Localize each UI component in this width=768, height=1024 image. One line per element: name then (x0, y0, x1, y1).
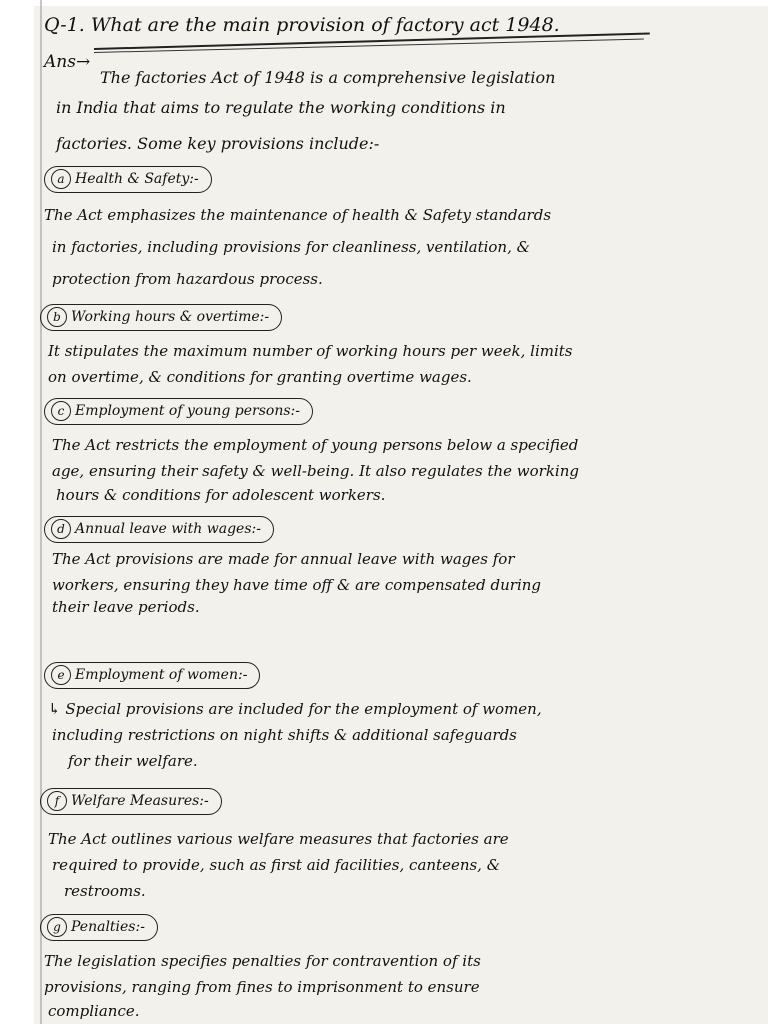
answer-label: Ans→ (44, 52, 91, 72)
section-heading-women (44, 662, 260, 689)
intro-line: The factories Act of 1948 is a comprehensive legislation (100, 68, 556, 87)
section-body-line: hours & conditions for adolescent workers. (56, 486, 386, 504)
intro-line: factories. Some key provisions include:- (56, 134, 380, 153)
section-body-line: protection from hazardous process. (52, 270, 323, 288)
section-body-line: compliance. (48, 1002, 140, 1020)
section-body-line: The legislation specifies penalties for contravention of its (44, 952, 481, 970)
section-letter: a (51, 169, 71, 189)
margin-line (40, 0, 42, 1024)
section-letter: f (47, 791, 67, 811)
section-body-line: It stipulates the maximum number of working hours per week, limits (48, 342, 573, 360)
section-body-line: provisions, ranging from fines to imprisonment to ensure (44, 978, 480, 996)
section-body-line: including restrictions on night shifts & additional safeguards (52, 726, 517, 744)
section-body-line: required to provide, such as first aid facilities, canteens, & (52, 856, 501, 874)
section-heading-text: Employment of young persons:- (75, 403, 300, 419)
section-heading-welfare (40, 788, 222, 815)
section-heading-text: Health & Safety:- (75, 171, 199, 187)
section-body-line: The Act outlines various welfare measures that factories are (48, 830, 509, 848)
section-letter: d (51, 519, 71, 539)
section-body-line: The Act restricts the employment of young persons below a specified (52, 436, 579, 454)
section-body-line: age, ensuring their safety & well-being. It also regulates the working (52, 462, 579, 480)
section-heading-working-hours (40, 304, 282, 331)
section-body-line: workers, ensuring they have time off & are compensated during (52, 576, 542, 594)
section-heading-text: Working hours & overtime:- (71, 309, 270, 325)
section-letter: e (51, 665, 71, 685)
section-heading-text: Annual leave with wages:- (75, 521, 261, 537)
section-body-line: on overtime, & conditions for granting overtime wages. (48, 368, 472, 386)
intro-line: in India that aims to regulate the working conditions in (56, 98, 506, 117)
section-heading-young-persons (44, 398, 313, 425)
section-body-line: The Act provisions are made for annual leave with wages for (52, 550, 515, 568)
section-heading-text: Employment of women:- (75, 667, 248, 683)
section-heading-penalties (40, 914, 158, 941)
section-letter: b (47, 307, 67, 327)
section-letter: g (47, 917, 67, 937)
section-body-line: their leave periods. (52, 598, 200, 616)
section-heading-annual-leave (44, 516, 274, 543)
section-body-line: restrooms. (64, 882, 146, 900)
section-body-line: ↳ Special provisions are included for the employment of women, (48, 700, 542, 718)
question-text: Q-1. What are the main provision of factory act 1948. (44, 14, 560, 36)
section-body-line: The Act emphasizes the maintenance of health & Safety standards (44, 206, 552, 224)
section-heading-text: Penalties:- (71, 919, 145, 935)
page-top-edge (0, 0, 768, 6)
section-heading-text: Welfare Measures:- (71, 793, 209, 809)
page-left-edge (0, 0, 34, 1024)
section-body-line: in factories, including provisions for cleanliness, ventilation, & (52, 238, 530, 256)
section-body-line: for their welfare. (68, 752, 198, 770)
section-heading-health-safety (44, 166, 212, 193)
section-letter: c (51, 401, 71, 421)
